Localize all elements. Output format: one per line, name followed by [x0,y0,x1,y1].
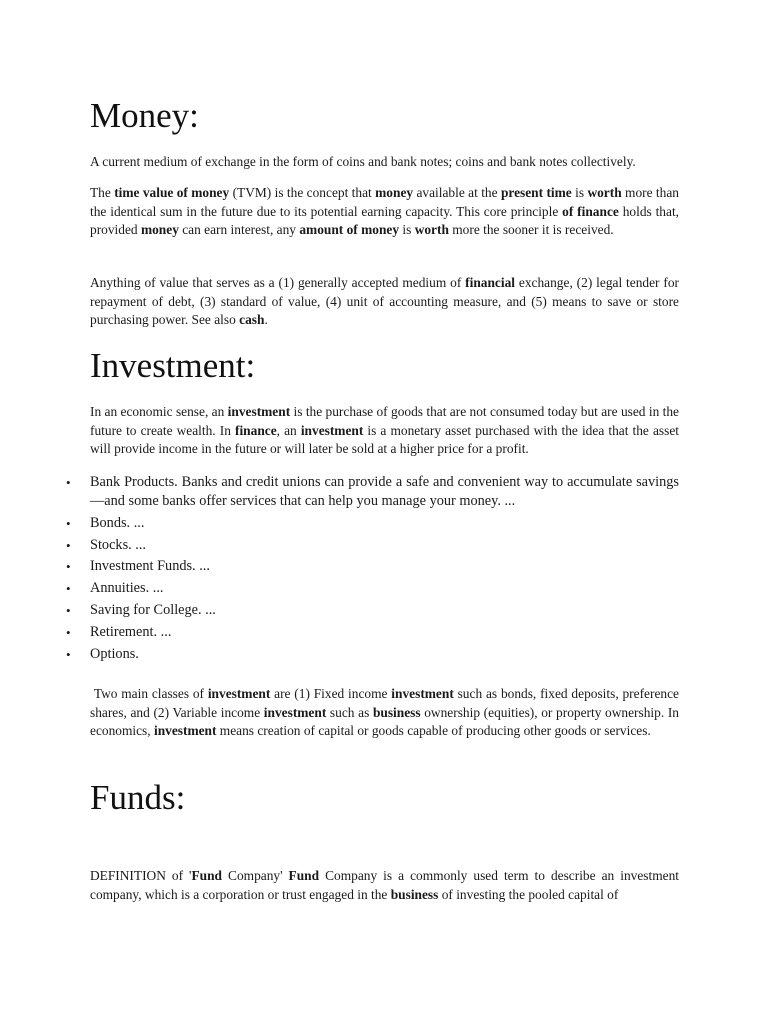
bold-term: investment [391,686,454,701]
bold-term: worth [414,222,449,237]
text-run: such as bonds, fixed deposits, preference shares, and (2) Variable income [90,686,683,720]
investment-heading: Investment: [90,346,256,385]
bullet-glyph: • [66,581,71,597]
bold-term: finance [235,422,277,438]
funds-heading: Funds: [90,778,186,817]
bold-term: worth [587,185,622,200]
bold-term: investment [227,404,291,419]
text-run: more than the identical sum in the future due to its potential earning capacity. This core principle [90,185,679,219]
text-run: Two main classes of [90,686,208,701]
bold-term: Fund [191,868,223,883]
list-item [66,645,679,664]
list-item-text: Saving for College. ... [90,601,216,618]
list-item [66,601,679,620]
bullet-glyph: • [66,515,71,531]
list-item [66,473,679,511]
list-item [66,557,679,576]
bold-term: present time [500,185,572,200]
list-item-text: Bank Products. Banks and credit unions can provide a safe and convenient way to accumulate savings—and some banks offer services that can help you manage your money. ... [90,474,679,509]
bold-term: financial [465,275,516,290]
text-run: . [264,312,268,327]
text-run: Anything of value that serves as a (1) generally accepted medium of [90,275,466,290]
money-paragraph-1: A current medium of exchange in the form of coins and bank notes; coins and bank notes collectively. [90,154,636,169]
text-run: is [571,185,588,200]
text-run: is [399,222,415,237]
text-run: is a monetary asset purchased with the idea that the asset will provide income in the future or will later be sold at a higher price for a profit. [90,422,680,456]
bullet-glyph: • [66,537,71,553]
list-item-text: Retirement. ... [90,623,172,640]
list-item-text: Options. [90,645,139,662]
text-run: more the sooner it is received. [448,222,614,237]
list-item [66,514,679,533]
bold-term: money [375,185,414,200]
text-run: , an [276,422,301,438]
bold-term: time value of money [114,185,230,200]
list-item [66,623,679,642]
list-item-text: Bonds. ... [90,514,145,531]
text-run: of investing the pooled capital of [438,886,619,902]
text-run: Company' [222,868,289,883]
funds-paragraph-1 [90,867,679,904]
investment-options-list [66,473,679,666]
text-run: ownership (equities), or property ownership. In economics, [90,704,683,738]
text-run: exchange, (2) legal tender for repayment of debt, (3) standard of value, (4) unit of accounting measure, and (5) means to save or store purchasing power. See also [90,275,679,327]
money-paragraph-3 [90,274,679,330]
text-run: holds that, provided [90,203,680,237]
bold-term: business [372,704,421,720]
bullet-glyph: • [66,602,71,618]
list-item [66,536,679,555]
text-run: means creation of capital or goods capable of producing other goods or services. [216,723,651,738]
bold-term: investment [207,686,271,701]
text-run: In an economic sense, an [90,404,228,419]
bold-term: cash [239,312,265,327]
list-item-text: Stocks. ... [90,536,147,553]
bold-term: Fund [288,868,320,883]
bold-term: investment [263,704,327,720]
bold-term: amount of money [299,222,400,237]
text-run: are (1) Fixed income [270,686,392,701]
text-run: such as [326,704,373,720]
text-run: can earn interest, any [178,222,300,237]
bold-term: money [140,222,179,237]
bullet-glyph: • [66,624,71,640]
text-run: (TVM) is the concept that [229,185,376,200]
bold-term: business [390,886,439,902]
investment-paragraph-2 [90,685,683,741]
text-run: DEFINITION of ' [90,868,192,883]
bold-term: investment [300,422,364,438]
bold-term: of finance [562,203,619,219]
bold-term: investment [153,723,217,738]
text-run: Company is a commonly used term to describe an investment company, which is a corporation or trust engaged in the [90,868,679,902]
list-item [66,579,679,598]
list-item-text: Investment Funds. ... [90,558,210,575]
bullet-glyph: • [66,646,71,662]
investment-paragraph-1 [90,403,679,459]
text-run: The [90,185,115,200]
money-heading: Money: [90,96,199,135]
list-item-text: Annuities. ... [90,580,164,597]
bullet-glyph: • [66,559,71,575]
text-run: is the purchase of goods that are not consumed today but are used in the future to create wealth. In [90,404,679,438]
bullet-glyph: • [66,475,71,490]
money-paragraph-2 [90,184,679,240]
text-run: available at the [413,185,501,200]
